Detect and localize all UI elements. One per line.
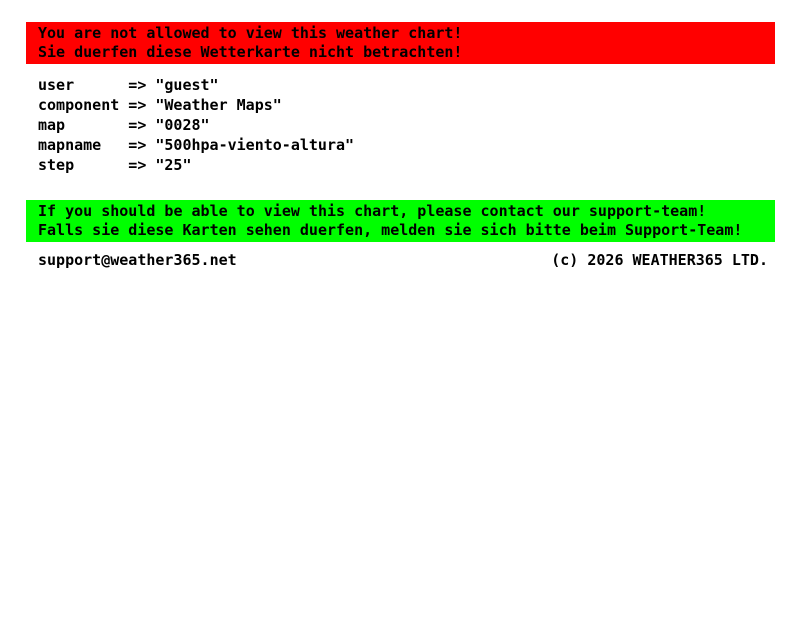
detail-row-map — [38, 115, 775, 135]
detail-value: "25" — [155, 156, 192, 174]
arrow-glyph: => — [128, 116, 147, 134]
info-banner — [26, 200, 775, 242]
detail-key: map — [38, 116, 66, 134]
detail-key: step — [38, 156, 75, 174]
error-banner — [26, 22, 775, 64]
request-details — [38, 75, 775, 175]
detail-key: component — [38, 96, 120, 114]
detail-row-component — [38, 95, 775, 115]
detail-row-mapname — [38, 135, 775, 155]
detail-key: user — [38, 76, 75, 94]
footer — [26, 250, 775, 270]
detail-value: "Weather Maps" — [155, 96, 282, 114]
info-line-de: Falls sie diese Karten sehen duerfen, melden sie sich bitte beim Support-Team! — [38, 221, 743, 239]
error-line-de: Sie duerfen diese Wetterkarte nicht betrachten! — [38, 43, 463, 61]
arrow-glyph: => — [128, 76, 147, 94]
info-line-en: If you should be able to view this chart, please contact our support-team! — [38, 202, 707, 220]
arrow-glyph: => — [128, 136, 147, 154]
arrow-glyph: => — [128, 156, 147, 174]
arrow-glyph: => — [128, 96, 147, 114]
detail-value: "0028" — [155, 116, 210, 134]
copyright-text: (c) 2026 WEATHER365 LTD. — [551, 251, 768, 269]
detail-key: mapname — [38, 136, 102, 154]
detail-value: "guest" — [155, 76, 219, 94]
detail-row-user — [38, 75, 775, 95]
error-line-en: You are not allowed to view this weather chart! — [38, 24, 463, 42]
support-email: support@weather365.net — [38, 251, 237, 269]
detail-value: "500hpa-viento-altura" — [155, 136, 355, 154]
error-page — [26, 22, 775, 270]
detail-row-step — [38, 155, 775, 175]
